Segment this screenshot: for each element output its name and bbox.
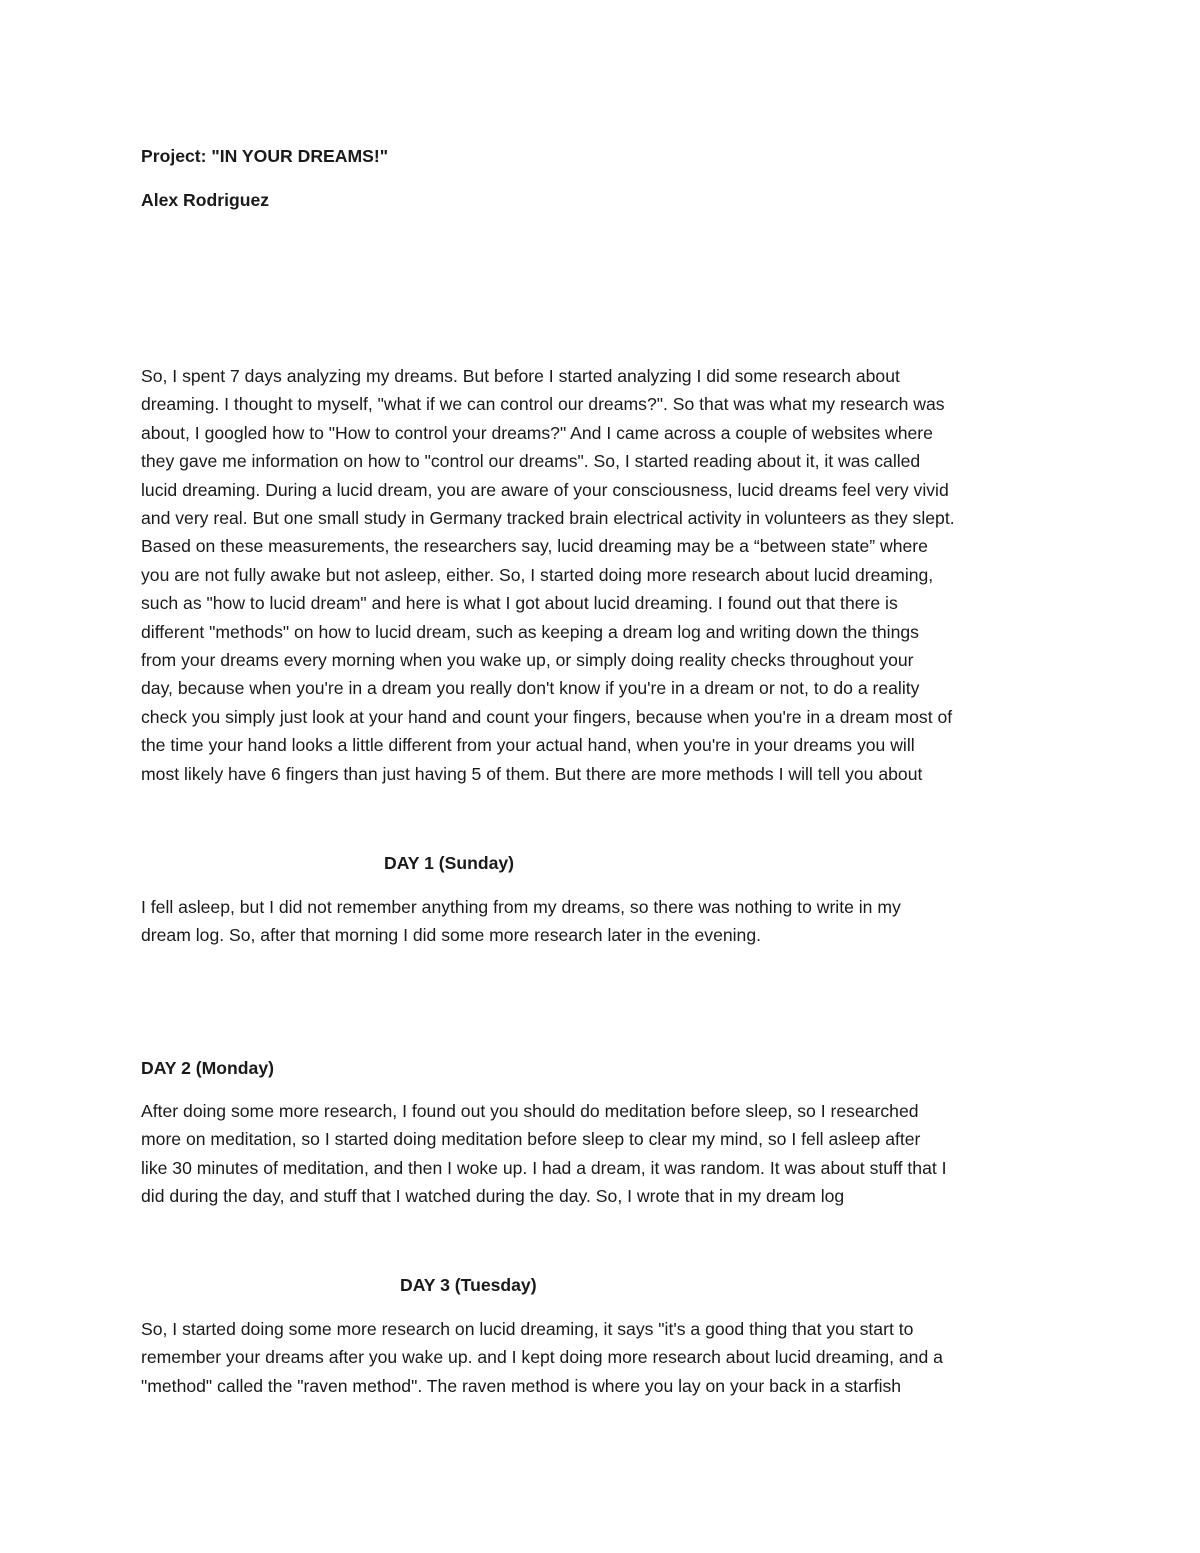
author-name: Alex Rodriguez (141, 190, 270, 210)
paragraph-line: and very real. But one small study in Germany tracked brain electrical activity in volunteers as they slept. (141, 508, 955, 529)
paragraph-line: about, I googled how to "How to control your dreams?" And I came across a couple of websites where (141, 422, 933, 443)
day-2-paragraph (141, 1097, 1071, 1211)
paragraph-line: check you simply just look at your hand and count your fingers, because when you're in a dream most of (141, 706, 953, 727)
intro-paragraph (141, 362, 1071, 788)
paragraph-line: dreaming. I thought to myself, "what if we can control our dreams?". So that was what my research was (141, 394, 945, 415)
day-3-heading: DAY 3 (Tuesday) (400, 1275, 537, 1295)
day-1-heading: DAY 1 (Sunday) (384, 853, 515, 873)
paragraph-line: from your dreams every morning when you wake up, or simply doing reality checks throughout your (141, 650, 914, 671)
paragraph-line: most likely have 6 fingers than just having 5 of them. But there are more methods I will tell you about (141, 763, 923, 784)
paragraph-line: "method" called the "raven method". The raven method is where you lay on your back in a starfish (141, 1375, 902, 1396)
document-title: Project: "IN YOUR DREAMS!" (141, 146, 389, 166)
day-2-heading: DAY 2 (Monday) (141, 1058, 274, 1078)
paragraph-line: you are not fully awake but not asleep, either. So, I started doing more research about lucid dreaming, (141, 564, 934, 585)
paragraph-line: Based on these measurements, the researchers say, lucid dreaming may be a “between state” where (141, 536, 928, 557)
paragraph-line: such as "how to lucid dream" and here is what I got about lucid dreaming. I found out that there is (141, 593, 898, 614)
paragraph-line: did during the day, and stuff that I watched during the day. So, I wrote that in my dream log (141, 1186, 845, 1207)
paragraph-line: like 30 minutes of meditation, and then I woke up. I had a dream, it was random. It was about stuff that I (141, 1157, 947, 1178)
paragraph-line: they gave me information on how to "control our dreams". So, I started reading about it, it was called (141, 451, 921, 472)
day-3-paragraph (141, 1315, 1071, 1400)
paragraph-line: I fell asleep, but I did not remember anything from my dreams, so there was nothing to write in my (141, 897, 901, 917)
paragraph-line: the time your hand looks a little different from your actual hand, when you're in your dreams you will (141, 735, 915, 756)
paragraph-line: So, I started doing some more research on lucid dreaming, it says "it's a good thing that you start to (141, 1319, 914, 1339)
paragraph-line: more on meditation, so I started doing meditation before sleep to clear my mind, so I fell asleep after (141, 1129, 921, 1150)
day-1-paragraph (141, 893, 1071, 950)
paragraph-line: day, because when you're in a dream you really don't know if you're in a dream or not, to do a reality (141, 678, 920, 699)
paragraph-line: After doing some more research, I found out you should do meditation before sleep, so I researched (141, 1101, 919, 1121)
paragraph-line: different "methods" on how to lucid dream, such as keeping a dream log and writing down the things (141, 621, 919, 642)
paragraph-line: lucid dreaming. During a lucid dream, you are aware of your consciousness, lucid dreams feel very vivid (141, 479, 949, 500)
paragraph-line: remember your dreams after you wake up. and I kept doing more research about lucid dreaming, and a (141, 1347, 943, 1368)
paragraph-line: So, I spent 7 days analyzing my dreams. But before I started analyzing I did some research about (141, 366, 900, 386)
paragraph-line: dream log. So, after that morning I did some more research later in the evening. (141, 925, 762, 946)
